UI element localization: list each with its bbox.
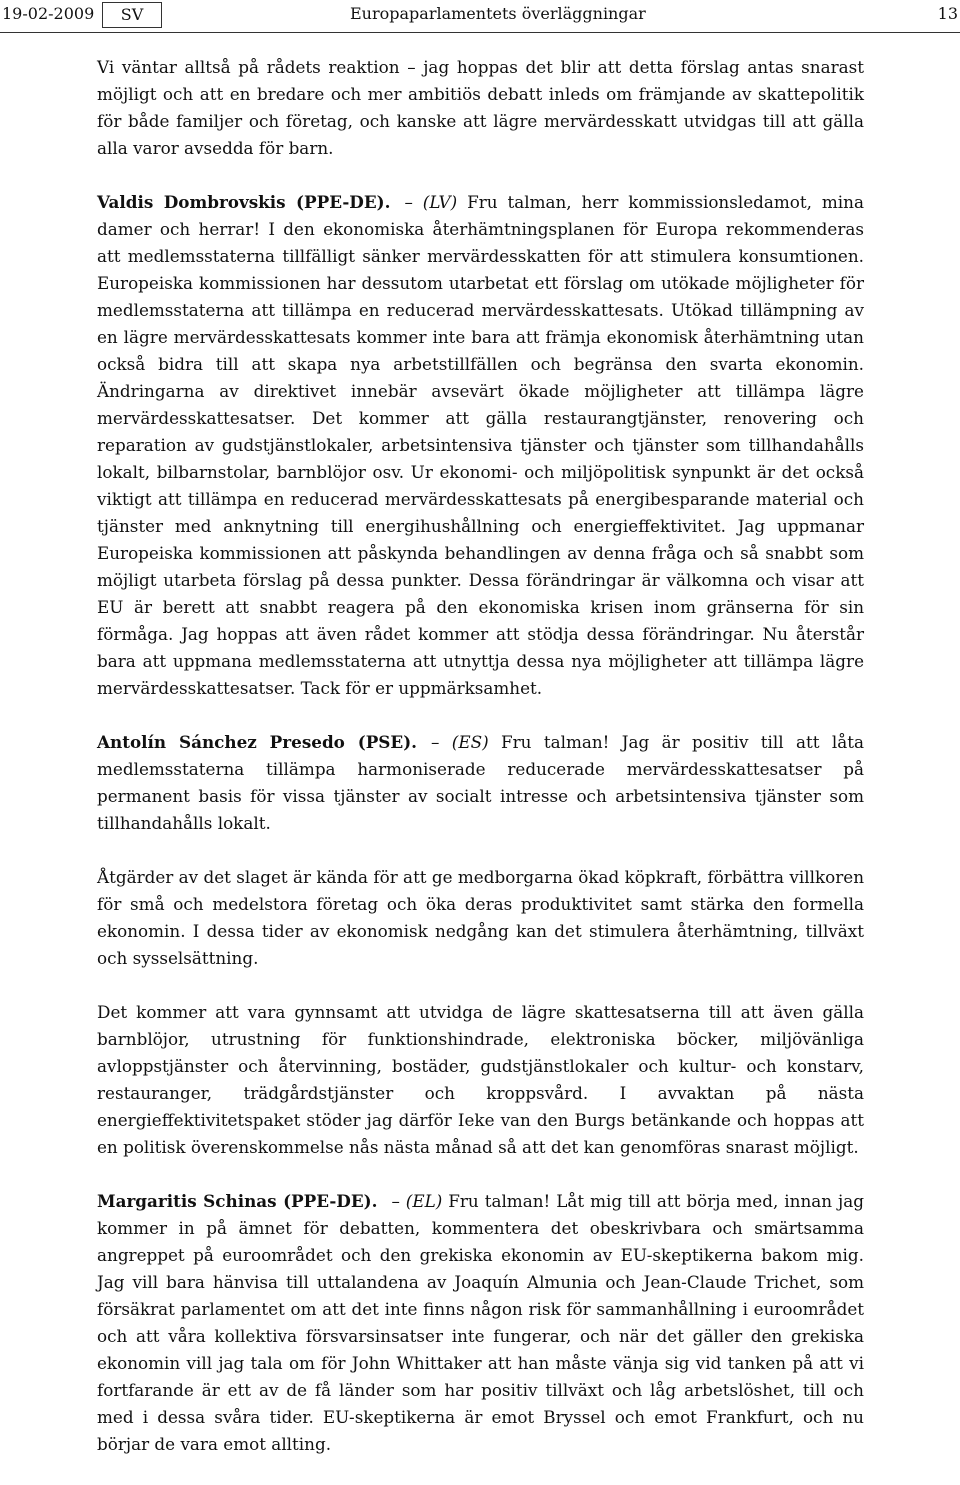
document-body (97, 54, 864, 1485)
paragraph-5-text: Det kommer att vara gynnsamt att utvidga de lägre skattesatserna till att även gälla barnblöjor, utrustning för funktionshindrade, elektroniska böcker, miljövänliga avloppstjänster och återvinning, bostäder, gudstjänstlokaler och kultur- och konstarv, restauranger, trädgårdstjänster och kroppsvård. I avvaktan på nästa energieffektivitetspaket stöder jag därför Ieke van den Burgs betänkande och hoppas att en politisk överenskommelse nås nästa månad så att det kan genomföras snarast möjligt. (97, 1002, 864, 1157)
paragraph-4-text: Åtgärder av det slaget är kända för att ge medborgarna ökad köpkraft, förbättra villkoren för små och medelstora företag och öka deras produktivitet samt stärka den formella ekonomin. I dessa tider av ekonomisk nedgång kan det stimulera återhämtning, tillväxt och sysselsättning. (97, 867, 864, 968)
page-header (0, 0, 960, 33)
speech-sanchez-presedo (97, 729, 864, 837)
speaker-name: Margaritis Schinas (PPE-DE). (97, 1191, 378, 1211)
speech-dash: – (404, 192, 413, 212)
header-date: 19-02-2009 (2, 4, 95, 23)
speech-dash: – (391, 1191, 400, 1211)
language-tag: (LV) (422, 192, 458, 212)
language-tag: (ES) (451, 732, 489, 752)
page-number: 13 (937, 4, 958, 23)
speech-text: Fru talman! Jag är positiv till att låta medlemsstaterna tillämpa harmoniserade reducerade mervärdesskattesatser på permanent basis för vissa tjänster av socialt intresse och arbetsintensiva tjänster som tillhandahålls lokalt. (97, 732, 865, 833)
speech-schinas (97, 1188, 864, 1458)
paragraph-1 (97, 54, 864, 162)
speaker-name: Valdis Dombrovskis (PPE-DE). (97, 192, 391, 212)
speech-dash: – (431, 732, 440, 752)
document-title: Europaparlamentets överläggningar (350, 4, 646, 23)
paragraph-5 (97, 999, 864, 1161)
speaker-name: Antolín Sánchez Presedo (PSE). (97, 732, 418, 752)
language-code-box: SV (102, 2, 162, 28)
speech-dombrovskis (97, 189, 864, 702)
speech-text: Fru talman! Låt mig till att börja med, innan jag kommer in på ämnet för debatten, kommentera det obeskrivbara och smärtsamma angreppet på euroområdet och den grekiska ekonomin av EU-skeptikerna bakom mig. Jag vill bara hänvisa till uttalandena av Joaquín Almunia och Jean-Claude Trichet, som försäkrat parlamentet om att det inte finns någon risk för sammanhållning i euroområdet och att våra kollektiva försvarsinsatser inte fungerar, och när det gäller den grekiska ekonomin vill jag tala om för John Whittaker att han måste vänja sig vid tanken på att vi fortfarande är ett av de få länder som har positiv tillväxt och låg arbetslöshet, till och med i dessa svåra tider. EU-skeptikerna är emot Bryssel och emot Frankfurt, och nu börjar de vara emot allting. (97, 1191, 864, 1454)
language-tag: (EL) (405, 1191, 443, 1211)
paragraph-1-text: Vi väntar alltså på rådets reaktion – jag hoppas det blir att detta förslag antas snarast möjligt och att en bredare och mer ambitiös debatt inleds om främjande av skattepolitik för både familjer och företag, och kanske att lägre mervärdesskatt utvidgas till att gälla alla varor avsedda för barn. (97, 57, 864, 158)
paragraph-4 (97, 864, 864, 972)
speech-text: Fru talman, herr kommissionsledamot, mina damer och herrar! I den ekonomiska återhämtningsplanen för Europa rekommenderas att medlemsstaterna tillfälligt sänker mervärdesskatten för att stimulera konsumtionen. Europeiska kommissionen har dessutom utarbetat ett förslag om utökade möjligheter för medlemsstaterna att tillämpa en reducerad mervärdesskattesats. Utökad tillämpning av en lägre mervärdesskattesats kommer inte bara att främja ekonomisk återhämtning utan också bidra till att skapa nya arbetstillfällen och begränsa den svarta ekonomin. Ändringarna av direktivet innebär avsevärt ökade möjligheter att tillämpa lägre mervärdesskattesatser. Det kommer att gälla restaurangtjänster, renovering och reparation av gudstjänstlokaler, arbetsintensiva tjänster och tjänster som tillhandahålls lokalt, bilbarnstolar, barnblöjor osv. Ur ekonomi- och miljöpolitisk synpunkt är det också viktigt att tillämpa en reducerad mervärdesskattesats på energibesparande material och tjänster med anknytning till energihushållning och energieffektivitet. Jag uppmanar Europeiska kommissionen att påskynda behandlingen av denna fråga och så snabbt som möjligt utarbeta förslag på dessa punkter. Dessa förändringar är välkomna och visar att EU är berett att snabbt reagera på den ekonomiska krisen inom gränserna för sin förmåga. Jag hoppas att även rådet kommer att stödja dessa förändringar. Nu återstår bara att uppmana medlemsstaterna att utnyttja dessa nya möjligheter att tillämpa lägre mervärdesskattesatser. Tack för er uppmärksamhet. (97, 192, 864, 698)
